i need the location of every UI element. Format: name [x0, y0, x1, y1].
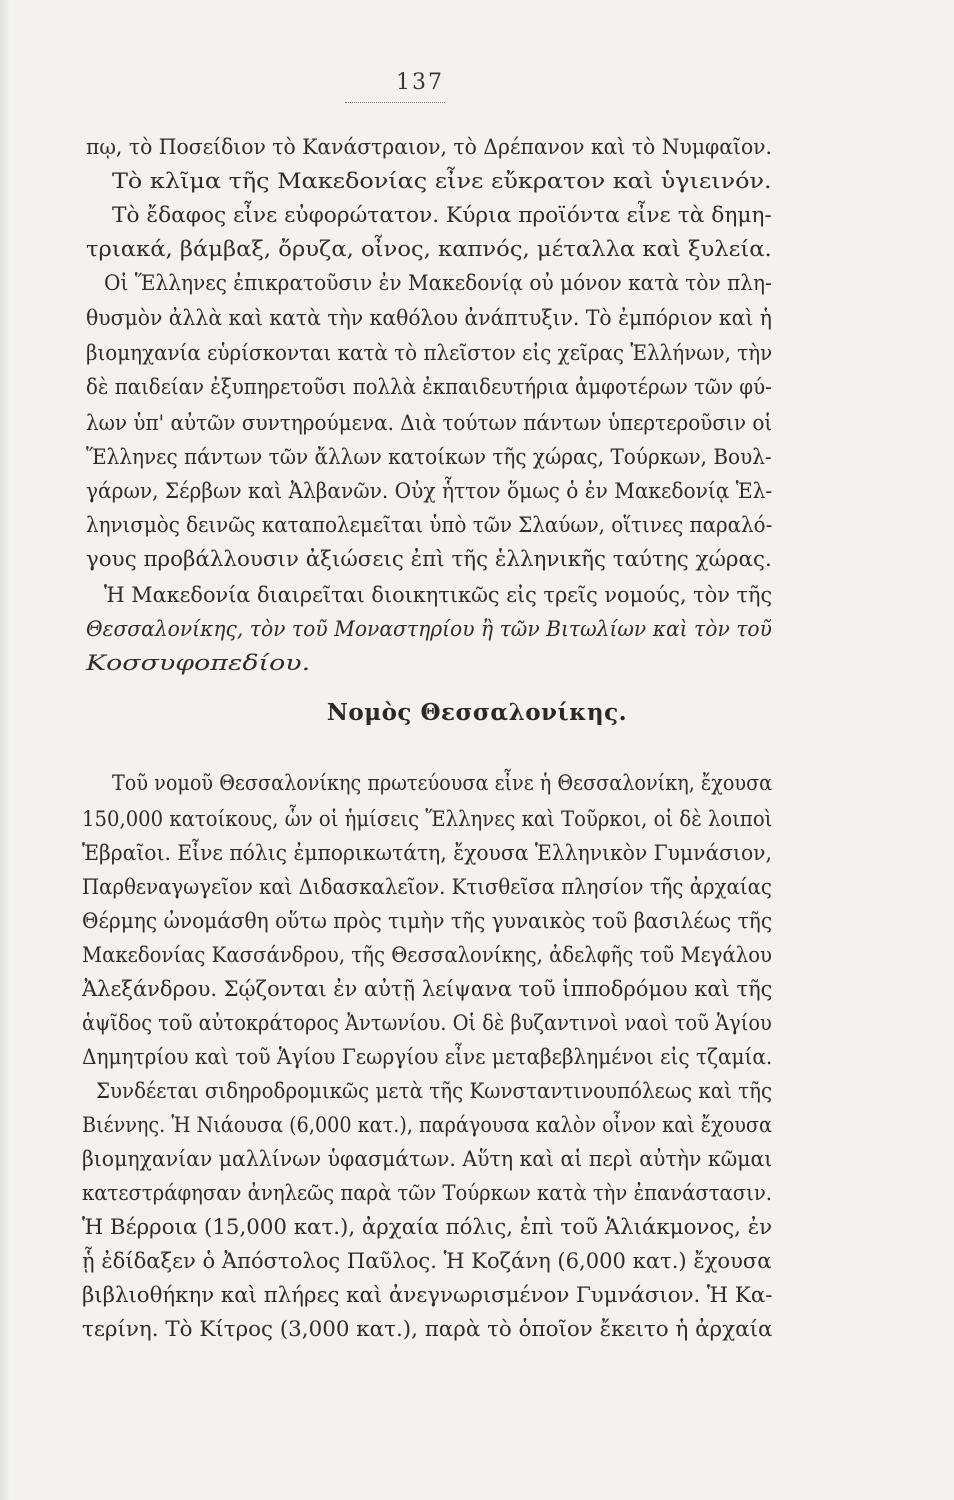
text-line-22: Μακεδονίας Κασσάνδρου, τῆς Θεσσαλονίκης, ἀδελφῆς τοῦ Μεγάλου: [82, 943, 773, 968]
text-line-6: θυσμὸν ἀλλὰ καὶ κατὰ τὴν καθόλου ἀνάπτυξιν. Τὸ ἐμπόριον καὶ ἡ: [86, 306, 772, 331]
text-line-10: Ἕλληνες πάντων τῶν ἄλλων κατοίκων τῆς χώρας, Τούρκων, Βουλ-: [86, 445, 772, 470]
text-line-29: κατεστράφησαν ἀνηλεῶς παρὰ τῶν Τούρκων κατὰ τὴν ἐπανάστασιν.: [82, 1181, 773, 1206]
text-line-33: τερίνη. Τὸ Κίτρος (3,000 κατ.), παρὰ τὸ ὁποῖον ἔκειτο ἡ ἀρχαία: [82, 1317, 773, 1342]
text-line-3: Τὸ ἔδαφος εἶνε εὐφορώτατον. Κύρια προϊόντα εἶνε τὰ δημη-: [112, 203, 772, 228]
text-line-2: Τὸ κλῖμα τῆς Μακεδονίας εἶνε εὔκρατον καὶ ὑγιεινόν.: [112, 169, 772, 194]
text-line-4: τριακά, βάμβαξ, ὄρυζα, οἶνος, καπνός, μέταλλα καὶ ξυλεία.: [86, 237, 772, 262]
text-line-19: Ἑβραῖοι. Εἶνε πόλις ἐμπορικωτάτη, ἔχουσα Ἑλληνικὸν Γυμνάσιον,: [82, 841, 772, 866]
text-line-1: πῳ, τὸ Ποσείδιον τὸ Κανάστραιον, τὸ Δρέπανον καὶ τὸ Νυμφαῖον.: [86, 135, 772, 160]
text-line-31: ᾗ ἐδίδαξεν ὁ Ἀπόστολος Παῦλος. Ἡ Κοζάνη (6,000 κατ.) ἔχουσα: [82, 1249, 772, 1274]
text-line-16: Κοσσυφοπεδίου.: [86, 651, 311, 676]
text-line-20: Παρθεναγωγεῖον καὶ Διδασκαλεῖον. Κτισθεῖσα πλησίον τῆς ἀρχαίας: [82, 875, 772, 900]
text-line-11: γάρων, Σέρβων καὶ Ἀλβανῶν. Οὐχ ἧττον ὅμως ὁ ἐν Μακεδονίᾳ Ἑλ-: [86, 479, 773, 504]
text-line-12: ληνισμὸς δεινῶς καταπολεμεῖται ὑπὸ τῶν Σλαύων, οἵτινες παραλό-: [86, 513, 773, 538]
page-number-rule: [345, 102, 445, 103]
text-line-5: Οἱ Ἕλληνες ἐπικρατοῦσιν ἐν Μακεδονίᾳ οὐ μόνον κατὰ τὸν πλη-: [104, 271, 772, 296]
text-line-9: λων ὑπ' αὐτῶν συντηρούμενα. Διὰ τούτων πάντων ὑπερτεροῦσιν οἱ: [86, 411, 773, 436]
text-line-24: ἁψῖδος τοῦ αὐτοκράτορος Ἀντωνίου. Οἱ δὲ βυζαντινοὶ ναοὶ τοῦ Ἁγίου: [82, 1011, 772, 1036]
text-line-28: βιομηχανίαν μαλλίνων ὑφασμάτων. Αὕτη καὶ αἱ περὶ αὐτὴν κῶμαι: [82, 1147, 773, 1172]
text-line-17: Τοῦ νομοῦ Θεσσαλονίκης πρωτεύουσα εἶνε ἡ Θεσσαλονίκη, ἔχουσα: [112, 771, 773, 796]
text-line-30: Ἡ Βέρροια (15,000 κατ.), ἀρχαία πόλις, ἐπὶ τοῦ Ἁλιάκμονος, ἐν: [82, 1215, 773, 1240]
page-number: 137: [396, 70, 444, 95]
section-title: Νομὸς Θεσσαλονίκης.: [326, 699, 628, 726]
binding-shadow: [0, 0, 10, 1500]
text-line-13: γους προβάλλουσιν ἀξιώσεις ἐπὶ τῆς ἑλληνικῆς ταύτης χώρας.: [86, 547, 772, 572]
text-line-8: δὲ παιδείαν ἐξυπηρετοῦσι πολλὰ ἐκπαιδευτήρια ἀμφοτέρων τῶν φύ-: [86, 375, 772, 400]
text-line-27: Βιέννης. Ἡ Νιάουσα (6,000 κατ.), παράγουσα καλὸν οἶνον καὶ ἔχουσα: [82, 1113, 772, 1138]
text-line-7: βιομηχανία εὑρίσκονται κατὰ τὸ πλεῖστον εἰς χεῖρας Ἑλλήνων, τὴν: [86, 341, 773, 366]
text-line-18: 150,000 κατοίκους, ὧν οἱ ἡμίσεις Ἕλληνες καὶ Τοῦρκοι, οἱ δὲ λοιποὶ: [82, 807, 773, 832]
text-line-15: Θεσσαλονίκης, τὸν τοῦ Μοναστηρίου ἢ τῶν Βιτωλίων καὶ τὸν τοῦ: [86, 617, 772, 642]
text-line-32: βιβλιοθήκην καὶ πλήρες καὶ ἀνεγνωρισμένον Γυμνάσιον. Ἡ Κα-: [82, 1283, 773, 1308]
text-line-26: Συνδέεται σιδηροδρομικῶς μετὰ τῆς Κωνσταντινουπόλεως καὶ τῆς: [96, 1079, 773, 1104]
text-line-23: Ἀλεξάνδρου. Σῴζονται ἐν αὐτῇ λείψανα τοῦ ἱπποδρόμου καὶ τῆς: [82, 977, 773, 1002]
text-line-14: Ἡ Μακεδονία διαιρεῖται διοικητικῶς εἰς τρεῖς νομούς, τὸν τῆς: [104, 583, 773, 608]
text-line-25: Δημητρίου καὶ τοῦ Ἁγίου Γεωργίου εἶνε μεταβεβλημένοι εἰς τζαμία.: [82, 1045, 773, 1070]
text-line-21: Θέρμης ὠνομάσθη οὕτω πρὸς τιμὴν τῆς γυναικὸς τοῦ βασιλέως τῆς: [82, 909, 773, 934]
